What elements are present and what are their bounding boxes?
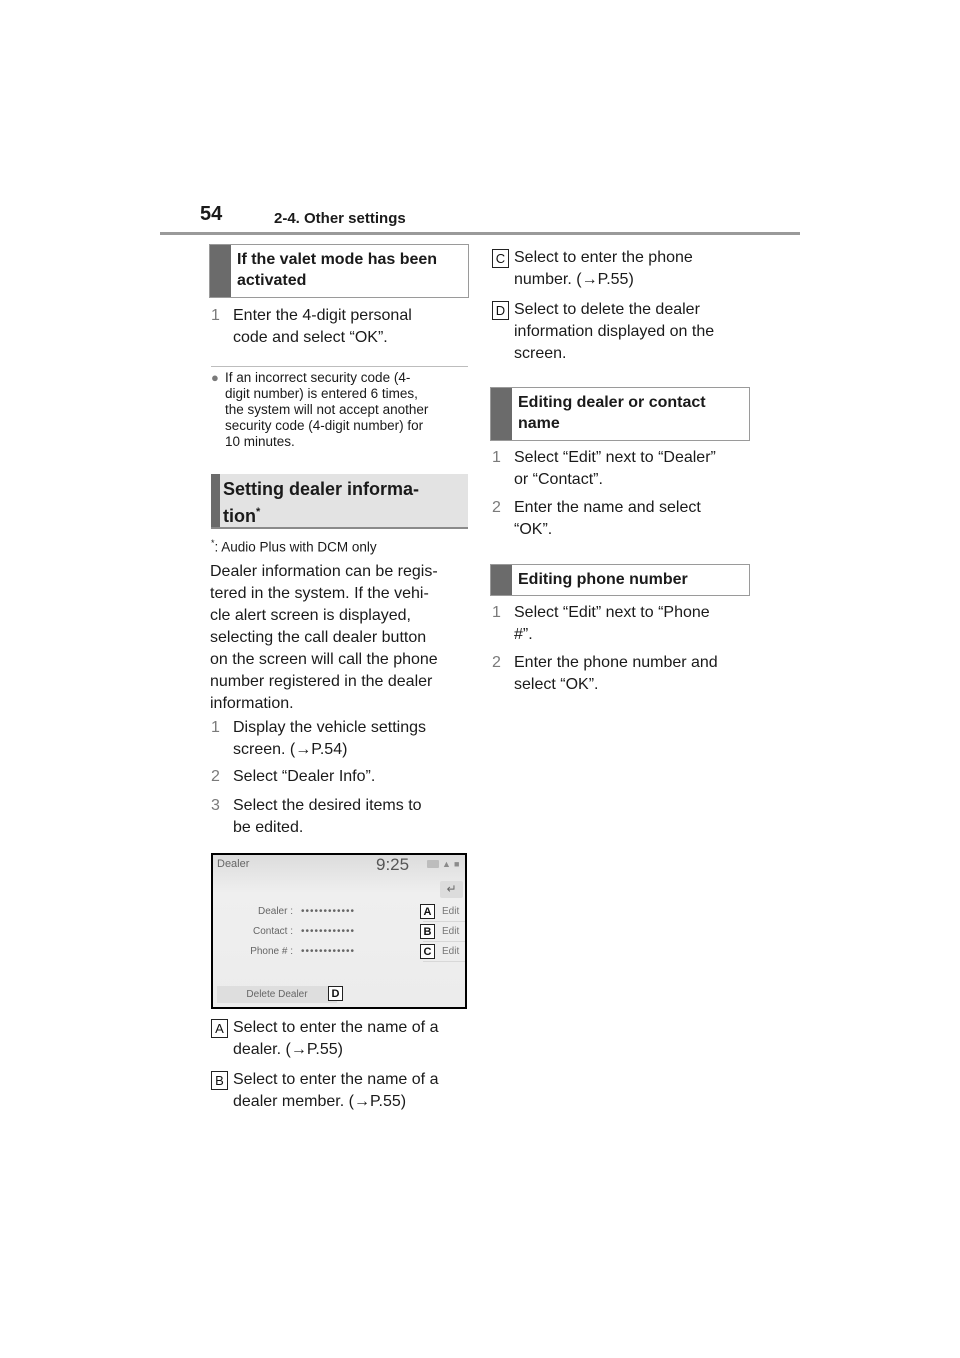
valet-heading-line1: If the valet mode has been (237, 251, 438, 268)
callout-c: C (492, 249, 509, 268)
dealer-step-2 (211, 766, 471, 788)
dealer-screen-illustration (211, 853, 467, 1009)
item-c (492, 247, 752, 291)
callout-b: B (420, 924, 435, 939)
heading-bar (491, 565, 512, 595)
step-text-line1: Select “Edit” next to “Dealer” (514, 449, 716, 466)
dealer-value: •••••••••••• (301, 906, 356, 917)
valet-step (211, 305, 471, 349)
edit-name-heading-line1: Editing dealer or contact (518, 394, 706, 411)
intro-line: information. (210, 695, 294, 712)
step-text-line2: “OK”. (514, 521, 553, 538)
step-number: 1 (211, 307, 220, 324)
item-b (211, 1069, 471, 1113)
contact-label: Contact : (252, 926, 293, 937)
item-d (492, 299, 752, 365)
signal-icon: ▲ (442, 859, 451, 869)
phone-label: Phone # : (250, 946, 293, 957)
row-divider (423, 921, 465, 922)
intro-line: tered in the system. If the vehi- (210, 585, 429, 602)
page-number: 54 (200, 203, 223, 225)
footnote-mark: * (256, 506, 261, 518)
intro-line: selecting the call dealer button (210, 629, 427, 646)
item-text-line3: screen. (514, 345, 567, 362)
intro-line: Dealer information can be regis- (210, 563, 438, 580)
step-text-line2: code and select “OK”. (233, 329, 388, 346)
step-text-line1: Enter the phone number and (514, 654, 718, 671)
dealer-info-heading (211, 474, 468, 529)
step-text-line1: Enter the 4-digit personal (233, 307, 412, 324)
item-a (211, 1017, 471, 1061)
callout-d: D (492, 301, 509, 320)
intro-line: on the screen will call the phone (210, 651, 438, 668)
footnote-text: : Audio Plus with DCM only (214, 539, 377, 555)
edit-phone-step-1 (492, 602, 752, 646)
note-line2: digit number) is entered 6 times, (225, 386, 418, 401)
delete-dealer-button[interactable]: Delete Dealer (217, 986, 337, 1003)
edit-phone-heading (490, 564, 750, 596)
back-button[interactable]: ↵ (440, 881, 463, 898)
header-divider (160, 232, 800, 235)
item-text-line2: information displayed on the (514, 323, 715, 340)
edit-phone-heading-text: Editing phone number (518, 571, 688, 588)
heading-bar (210, 245, 231, 297)
step-text-line1: Select the desired items to (233, 797, 422, 814)
step-text-line1: Display the vehicle settings (233, 719, 426, 736)
dealer-step-3 (211, 795, 471, 839)
intro-paragraph (210, 561, 470, 715)
step-text-line2: be edited. (233, 819, 304, 836)
bullet-icon: ● (211, 370, 219, 385)
dealer-label: Dealer : (257, 906, 293, 917)
step-number: 1 (211, 719, 220, 736)
screen-title: Dealer (217, 858, 250, 870)
row-divider (423, 941, 465, 942)
callout-b: B (211, 1071, 228, 1090)
intro-line: cle alert screen is displayed, (210, 607, 411, 624)
step-number: 3 (211, 797, 220, 814)
item-text-line1: Select to enter the name of a (233, 1071, 439, 1088)
contact-value: •••••••••••• (301, 926, 356, 937)
intro-line: number registered in the dealer (210, 673, 433, 690)
callout-c: C (420, 944, 435, 959)
item-text-line2: dealer member. (→P.55) (233, 1093, 407, 1110)
item-text-line1: Select to delete the dealer (514, 301, 700, 318)
item-text-line2: number. (→P.55) (514, 271, 634, 288)
step-number: 2 (211, 768, 220, 785)
edit-dealer-button[interactable]: Edit (442, 906, 460, 917)
callout-a: A (211, 1019, 228, 1038)
step-text-line2: select “OK”. (514, 676, 599, 693)
step-number: 1 (492, 449, 501, 466)
dealer-step-1 (211, 717, 471, 761)
heading-bar (491, 388, 512, 440)
heading-bar (211, 474, 220, 529)
edit-name-heading (490, 387, 750, 441)
footnote (211, 538, 377, 555)
step-number: 2 (492, 654, 501, 671)
edit-contact-button[interactable]: Edit (442, 926, 460, 937)
note-line3: the system will not accept another (225, 402, 429, 417)
footnote-symbol: * (211, 538, 215, 548)
edit-phone-step-2 (492, 652, 752, 696)
lock-icon: ■ (454, 859, 460, 869)
section-title: 2-4. Other settings (274, 210, 406, 227)
step-text-line2: #”. (514, 626, 533, 643)
step-number: 1 (492, 604, 501, 621)
dealer-heading-line2: tion (223, 506, 256, 526)
note-divider (211, 366, 468, 367)
step-text-line2: screen. (→P.54) (233, 741, 348, 758)
note-line4: security code (4-digit number) for (225, 418, 424, 433)
note-line1: If an incorrect security code (4- (225, 370, 411, 385)
item-text-line1: Select to enter the phone (514, 249, 693, 266)
step-number: 2 (492, 499, 501, 516)
callout-d: D (328, 986, 343, 1001)
valet-mode-heading (209, 244, 469, 298)
screen-clock: 9:25 (376, 855, 410, 874)
item-text-line1: Select to enter the name of a (233, 1019, 439, 1036)
row-divider (423, 961, 465, 962)
edit-name-step-1 (492, 447, 757, 491)
valet-heading-line2: activated (237, 272, 307, 289)
step-text-line2: or “Contact”. (514, 471, 603, 488)
edit-name-step-2 (492, 497, 752, 541)
status-indicator-icon (427, 860, 439, 868)
dealer-heading-line1: Setting dealer informa- (223, 479, 420, 499)
callout-a: A (420, 904, 435, 919)
step-text-line1: Select “Dealer Info”. (233, 768, 376, 785)
note-line5: 10 minutes. (225, 434, 295, 449)
heading-underline (211, 527, 468, 529)
step-text-line1: Enter the name and select (514, 499, 701, 516)
security-note (211, 370, 469, 452)
edit-phone-button[interactable]: Edit (442, 946, 460, 957)
item-text-line2: dealer. (→P.55) (233, 1041, 343, 1058)
step-text-line1: Select “Edit” next to “Phone (514, 604, 710, 621)
edit-name-heading-line2: name (518, 415, 560, 432)
phone-value: •••••••••••• (301, 946, 356, 957)
